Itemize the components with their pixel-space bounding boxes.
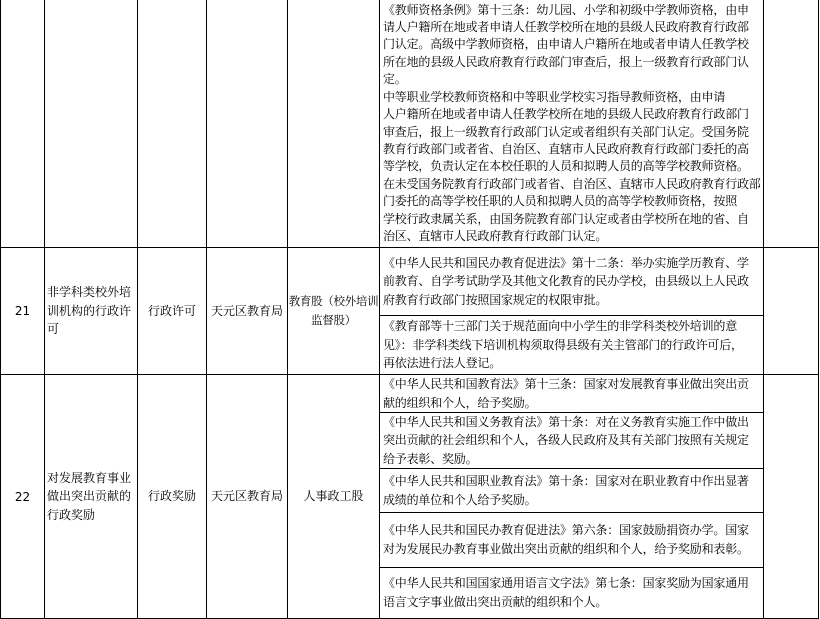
department-line: 教育股（校外培训 xyxy=(288,294,379,309)
item-name-line: 可 xyxy=(47,322,60,337)
power-type: 行政奖励 xyxy=(147,489,196,504)
cell-department xyxy=(288,375,380,619)
legal-basis-line: 等学校，负责认定在本校任职的人员和拟聘人员的高等学校教师资格。 xyxy=(383,159,749,174)
cell-legal-basis xyxy=(380,316,764,375)
legal-basis-line: 成绩的单位和个人给予奖励。 xyxy=(383,492,537,507)
cell-legal-basis xyxy=(380,568,764,619)
cell-power-type xyxy=(138,0,207,248)
row-number: 22 xyxy=(14,489,31,504)
legal-basis-line: 《中华人民共和国民办教育促进法》第十二条：举办实施学历教育、学 xyxy=(383,255,749,270)
power-type: 行政许可 xyxy=(147,303,196,318)
cell-item-name xyxy=(45,0,138,248)
cell-power-type xyxy=(138,248,207,375)
legal-basis-line: 《中华人民共和国义务教育法》第十条：对在义务教育实施工作中做出 xyxy=(383,414,749,429)
legal-basis-line: 给予表彰、奖励。 xyxy=(383,451,478,466)
legal-basis-line: 语言文字事业做出突出贡献的组织和个人。 xyxy=(383,595,608,609)
cell-legal-basis xyxy=(380,248,764,316)
authority-name: 天元区教育局 xyxy=(210,489,283,504)
cell-remarks xyxy=(764,375,819,619)
item-name-line: 非学科类校外培 xyxy=(47,285,132,300)
cell-legal-basis xyxy=(380,375,764,413)
item-name-line: 对发展教育事业 xyxy=(47,470,132,485)
legal-basis-line: 门认定。高级中学教师资格，由申请人户籍所在地或者申请人任教学校 xyxy=(383,37,749,52)
cell-legal-basis xyxy=(380,413,764,469)
legal-basis-line: 《教育部等十三部门关于规范面向中小学生的非学科类校外培训的意 xyxy=(383,319,738,334)
legal-basis-line: 治区、直辖市人民政府教育行政部门认定。 xyxy=(383,228,608,243)
legal-basis-line: 前教育、自学考试助学及其他文化教育的民办学校，由县级以上人民政 xyxy=(383,274,749,289)
legal-basis-line: 《中华人民共和国职业教育法》第十条：国家对在职业教育中作出显著 xyxy=(383,473,749,488)
cell-number xyxy=(0,0,45,248)
legal-basis-line: 见》：非学科类线下培训机构须取得县级有关主管部门的行政许可后， xyxy=(383,337,743,352)
cell-department xyxy=(288,0,380,248)
legal-basis-line: 人户籍所在地或者申请人任教学校所在地的县级人民政府教育行政部门 xyxy=(383,107,749,122)
legal-basis-line: 在未受国务院教育行政部门或者省、自治区、直辖市人民政府教育行政部 xyxy=(383,176,761,191)
legal-basis-line: 府教育行政部门按照国家规定的权限审批。 xyxy=(383,292,608,307)
cell-authority xyxy=(207,0,288,248)
cell-legal-basis xyxy=(380,0,764,248)
item-name-line: 训机构的行政许 xyxy=(47,303,132,318)
item-name-line: 做出突出贡献的 xyxy=(47,489,132,504)
cell-legal-basis xyxy=(380,469,764,513)
legal-basis-line: 《中华人民共和国民办教育促进法》第六条：国家鼓励捐资办学。国家 xyxy=(383,523,749,538)
legal-basis-line: 学校行政隶属关系，由国务院教育部门认定或者由学校所在地的省、自 xyxy=(383,211,749,226)
legal-basis-line: 献的组织和个人，给予奖励。 xyxy=(383,395,537,410)
legal-basis-line: 《中华人民共和国教育法》第十三条：国家对发展教育事业做出突出贡 xyxy=(383,376,749,391)
legal-basis-line: 教育行政部门或者省、自治区、直辖市人民政府教育行政部门委托的高 xyxy=(383,141,749,156)
legal-basis-line: 《教师资格条例》第十三条：幼儿园、小学和初级中学教师资格，由申 xyxy=(383,2,749,17)
cell-number xyxy=(0,248,45,375)
cell-item-name xyxy=(45,248,138,375)
cell-item-name xyxy=(45,375,138,619)
legal-basis-line: 审查后，报上一级教育行政部门认定或者组织有关部门认定。受国务院 xyxy=(383,124,749,139)
cell-remarks xyxy=(764,0,819,248)
legal-basis-line: 请人户籍所在地或者申请人任教学校所在地的县级人民政府教育行政部 xyxy=(383,20,749,35)
legal-basis-line: 门委托的高等学校任职的人员和拟聘人员的高等学校教师资格，按照 xyxy=(383,194,738,209)
legal-basis-line: 定。 xyxy=(383,72,407,87)
legal-basis-line: 再依法进行法人登记。 xyxy=(383,356,502,371)
cell-remarks xyxy=(764,248,819,375)
cell-number xyxy=(0,375,45,619)
cell-legal-basis xyxy=(380,513,764,568)
item-name-line: 行政奖励 xyxy=(47,507,96,522)
legal-basis-line: 中等职业学校教师资格和中等职业学校实习指导教师资格，由申请 xyxy=(383,89,726,104)
department-line: 监督股） xyxy=(311,313,356,327)
cell-authority xyxy=(207,248,288,375)
legal-basis-line: 所在地的县级人民政府教育行政部门审查后，报上一级教育行政部门认 xyxy=(383,54,749,69)
department-line: 人事政工股 xyxy=(303,489,364,504)
cell-authority xyxy=(207,375,288,619)
legal-basis-line: 对为发展民办教育事业做出突出贡献的组织和个人，给予奖励和表彰。 xyxy=(383,542,749,556)
legal-basis-line: 《中华人民共和国国家通用语言文字法》第七条：国家奖励为国家通用 xyxy=(383,576,749,591)
authority-name: 天元区教育局 xyxy=(210,303,283,318)
cell-power-type xyxy=(138,375,207,619)
legal-basis-line: 突出贡献的社会组织和个人，各级人民政府及其有关部门按照有关规定 xyxy=(383,433,749,448)
cell-department xyxy=(288,248,380,375)
row-number: 21 xyxy=(14,304,31,318)
